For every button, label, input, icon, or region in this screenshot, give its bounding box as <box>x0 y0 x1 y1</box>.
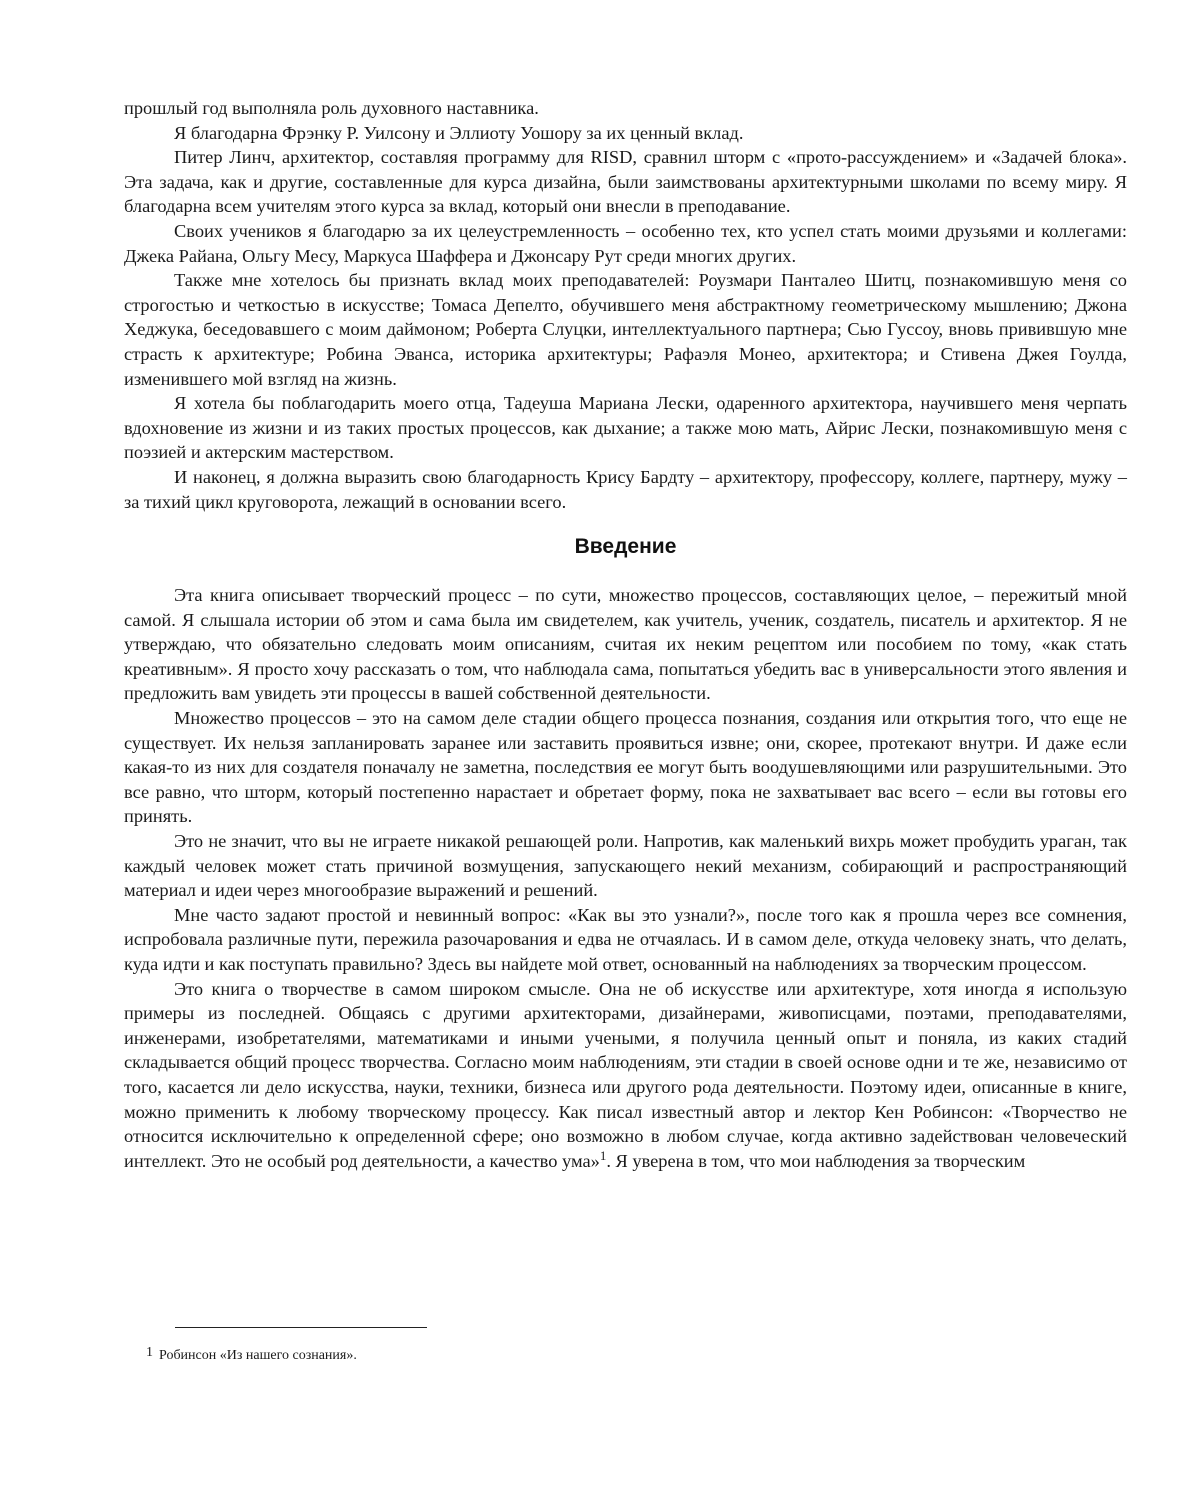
footnote <box>146 1344 357 1365</box>
footnote-divider <box>175 1327 427 1328</box>
intro-paragraph-5-text: Это книга о творчестве в самом широком смысле. Она не об искусстве или архитектуре, хотя иногда я использую примеры из последней. Общаясь с другими архитекторами, дизайнерами, живописцами, поэтами, преподавателями, инженерами, изобретателями, математиками и иными учеными, я получила ценный опыт и поняла, из каких стадий складывается общий процесс творчества. Согласно моим наблюдениям, эти стадии в своей основе одни и те же, независимо от того, касается ли дело искусства, науки, техники, бизнеса или другого рода деятельности. Поэтому идеи, описанные в книге, можно применить к любому творческому процессу. Как писал известный автор и лектор Кен Робинсон: «Творчество не относится исключительно к определенной сфере; оно возможно в любом случае, когда активно задействован человеческий интеллект. Это не особый род деятельности, а качество ума» <box>124 978 1127 1171</box>
ack-paragraph-5: Также мне хотелось бы признать вклад моих преподавателей: Роузмари Панталео Шитц, познакомившую меня со строгостью и четкостью в искусстве; Томаса Депелто, обучившего меня абстрактному геометрическому мышлению; Джона Хеджука, беседовавшего с моим даймоном; Роберта Слуцки, интеллектуального партнера; Сью Гуссоу, вновь привившую мне страсть к архитектуре; Робина Эванса, историка архитектуры; Рафаэля Монео, архитектора; и Стивена Джея Гоулда, изменившего мой взгляд на жизнь. <box>124 270 1127 389</box>
footnote-number: 1 <box>146 1345 153 1360</box>
ack-paragraph-4: Своих учеников я благодарю за их целеустремленность – особенно тех, кто успел стать моими друзьями и коллегами: Джека Райана, Ольгу Месу, Маркуса Шаффера и Джонсару Рут среди многих других. <box>124 220 1127 266</box>
page-body <box>124 96 1127 1173</box>
ack-paragraph-2: Я благодарна Фрэнку Р. Уилсону и Эллиоту Уошору за их ценный вклад. <box>174 122 744 143</box>
ack-paragraph-7: И наконец, я должна выразить свою благодарность Крису Бардту – архитектору, профессору, коллеге, партнеру, мужу – за тихий цикл круговорота, лежащий в основании всего. <box>124 466 1127 512</box>
footnote-text: Робинсон «Из нашего сознания». <box>159 1348 357 1363</box>
intro-paragraph-4: Мне часто задают простой и невинный вопрос: «Как вы это узнали?», после того как я прошла через все сомнения, испробовала различные пути, пережила разочарования и едва не отчаялась. И в самом деле, откуда человеку знать, что делать, куда идти и как поступать правильно? Здесь вы найдете мой ответ, основанный на наблюдениях за творческим процессом. <box>124 904 1127 974</box>
ack-paragraph-6: Я хотела бы поблагодарить моего отца, Тадеуша Мариана Лески, одаренного архитектора, научившего меня черпать вдохновение из жизни и из таких простых процессов, как дыхание; а также мою мать, Айрис Лески, познакомившую меня с поэзией и актерским мастерством. <box>124 393 1127 463</box>
intro-paragraph-5 <box>124 977 1127 1174</box>
intro-paragraph-3: Это не значит, что вы не играете никакой решающей роли. Напротив, как маленький вихрь может пробудить ураган, так каждый человек может стать причиной возмущения, запускающего некий механизм, собирающий и распространяющий материал и идеи через многообразие выражений и решений. <box>124 831 1127 901</box>
intro-paragraph-2: Множество процессов – это на самом деле стадии общего процесса познания, создания или открытия того, что еще не существует. Их нельзя запланировать заранее или заставить проявиться извне; они, скорее, протекают внутри. И даже если какая-то из них для создателя поначалу не заметна, последствия ее могут быть воодушевляющими или разрушительными. Это все равно, что шторм, который постепенно нарастает и обретает форму, пока не захватывает вас всего – если вы готовы его принять. <box>124 708 1127 827</box>
section-heading: Введение <box>574 535 677 559</box>
ack-paragraph-1: прошлый год выполняла роль духовного наставника. <box>124 98 539 118</box>
intro-paragraph-5-tail: . Я уверена в том, что мои наблюдения за творческим <box>606 1150 1026 1171</box>
intro-paragraph-1: Эта книга описывает творческий процесс – по сути, множество процессов, составляющих целое, – пережитый мной самой. Я слышала истории об этом и сама была им свидетелем, как учитель, ученик, создатель, писатель и архитектор. Я не утверждаю, что обязательно следовать моим описаниям, считая их неким рецептом или пособием по тому, «как стать креативным». Я просто хочу рассказать о том, что наблюдала сама, попытаться убедить вас в универсальности этого явления и предложить вам увидеть эти процессы в вашей собственной деятельности. <box>124 585 1127 704</box>
ack-paragraph-3: Питер Линч, архитектор, составляя программу для RISD, сравнил шторм с «прото-рассуждением» и «Задачей блока». Эта задача, как и другие, составленные для курса дизайна, были заимствованы архитектурными школами по всему миру. Я благодарна всем учителям этого курса за вклад, который они внесли в преподавание. <box>124 147 1127 217</box>
footnote-reference[interactable]: 1 <box>599 1147 607 1163</box>
